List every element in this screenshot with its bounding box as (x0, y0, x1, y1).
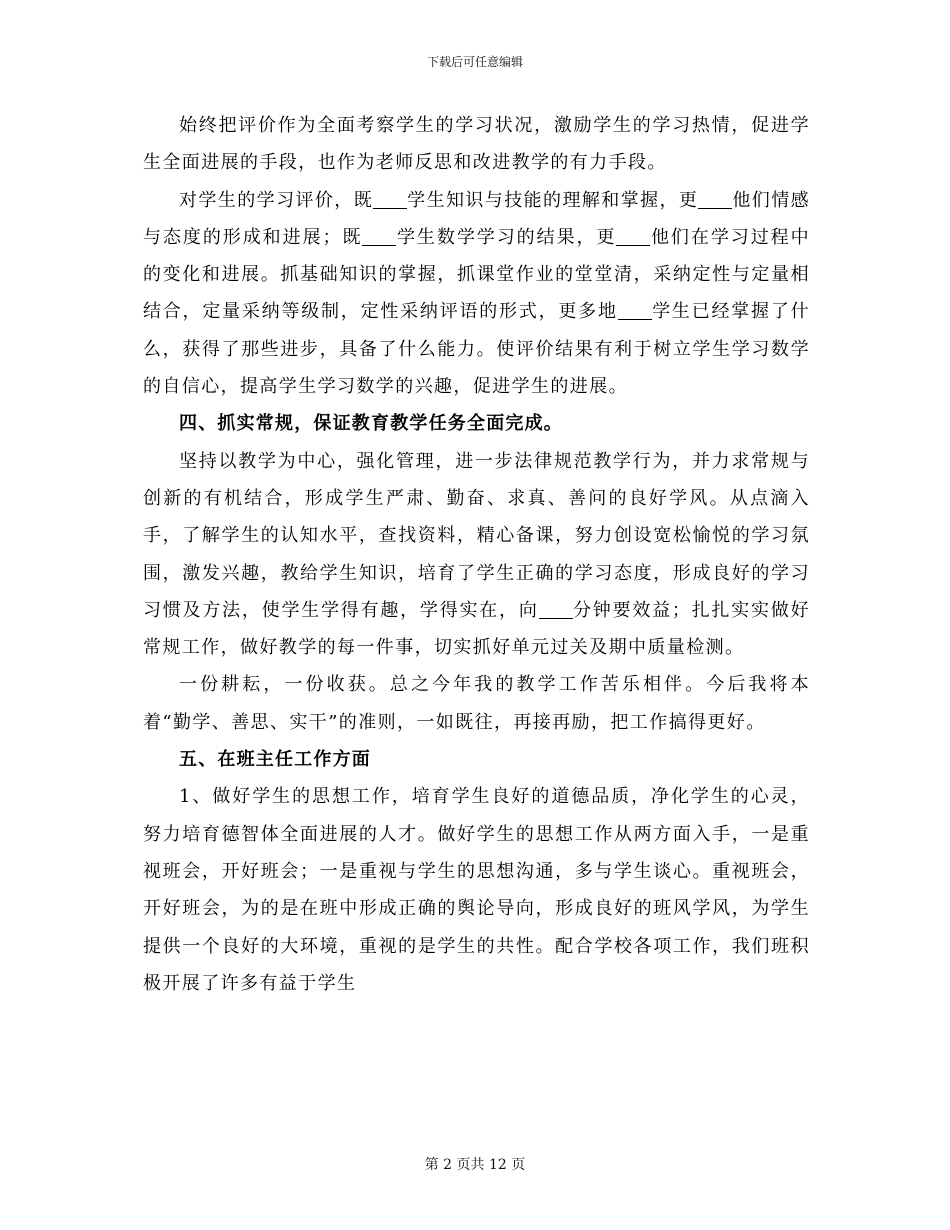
text-segment: 他们在学习过程中的变化和进展。抓基础知识的掌握，抓课堂作业的堂堂清，采纳定性与定量相结合，定量采纳等级制，定性采纳评语的形式，更多地 (143, 226, 811, 323)
page-number: 第 2 页共 12 页 (424, 1157, 526, 1173)
fill-in-blank (618, 301, 652, 320)
text-segment: 1、做好学生的思想工作，培育学生良好的道德品质，净化学生的心灵，努力培育德智体全面进展的人才。做好学生的思想工作从两方面入手，一是重视班会，开好班会；一是重视与学生的思想沟通，多与学生谈心。重视班会，开好班会，为的是在班中形成正确的舆论导向，形成良好的班风学风，为学生提供一个良好的大环境，重视的是学生的共性。配合学校各项工作，我们班积极开展了许多有益于学生 (143, 786, 810, 994)
text-segment: 坚持以教学为中心，强化管理，进一步法律规范教学行为，并力求常规与创新的有机结合，形成学生严肃、勤奋、求真、善问的良好学风。从点滴入手，了解学生的认知水平，查找资料，精心备课，努力创设宽松愉悦的学习氛围，激发兴趣，教给学生知识，培育了学生正确的学习态度，形成良好的学习习惯及方法，使学生学得有趣，学得实在，向 (143, 450, 810, 621)
text-segment: 学生已经掌握了什么，获得了那些进步，具备了什么能力。使评价结果有利于树立学生学习数学的自信心，提高学生学习数学的兴趣，促进学生的进展。 (143, 301, 810, 398)
text-segment: 学生数学学习的结果，更 (396, 226, 617, 248)
text-segment: 始终把评价作为全面考察学生的学习状况，激励学生的学习热情，促进学生全面进展的手段，也作为老师反思和改进教学的有力手段。 (143, 115, 810, 174)
text-segment: 学生知识与技能的理解和掌握，更 (407, 189, 699, 211)
text-segment: 五、在班主任工作方面 (179, 749, 371, 771)
page-header: 下载后可任意编辑 (426, 55, 523, 69)
fill-in-blank (362, 227, 396, 246)
paragraph (143, 107, 810, 182)
text-segment: 他们情感与态度的形成和进展；既 (143, 189, 811, 248)
section-heading (143, 741, 810, 778)
fill-in-blank (698, 190, 732, 209)
document-body (143, 107, 810, 1002)
paragraph (143, 666, 810, 741)
paragraph (143, 443, 810, 667)
text-segment: 分钟要效益；扎扎实实做好常规工作，做好教学的每一件事，切实抓好单元过关及期中质量检测。 (143, 599, 810, 659)
paragraph (143, 182, 810, 406)
section-heading (143, 405, 810, 442)
paragraph (143, 778, 810, 1002)
fill-in-blank (539, 600, 573, 619)
text-segment: 一份耕耘，一份收获。总之今年我的教学工作苦乐相伴。今后我将本着“勤学、善思、实干”的准则，一如既往，再接再励，把工作搞得更好。 (143, 674, 810, 733)
fill-in-blank (616, 227, 650, 246)
text-segment: 四、抓实常规，保证教育教学任务全面完成。 (179, 413, 563, 435)
text-segment: 对学生的学习评价，既 (179, 189, 374, 211)
fill-in-blank (373, 190, 407, 209)
